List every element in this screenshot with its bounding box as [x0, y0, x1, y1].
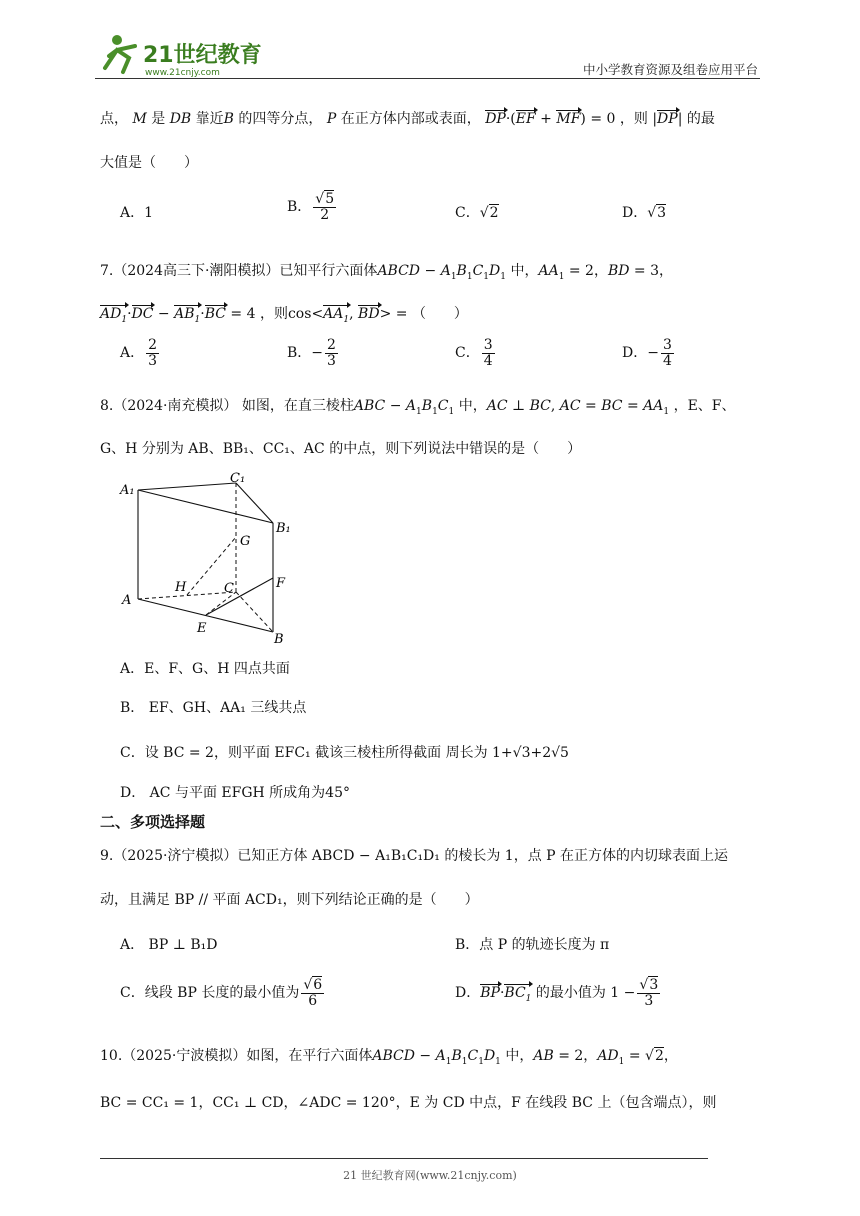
logo-url: www.21cnjy.com — [145, 68, 220, 78]
label-b1: B₁ — [276, 521, 291, 536]
footer-divider — [100, 1158, 708, 1159]
q9-line2: 动，且满足 BP // 平面 ACD₁，则下列结论正确的是（ ） — [100, 892, 479, 908]
q8-option-c: C．设 BC = 2，则平面 EFC₁ 截该三棱柱所得截面 周长为 1+√3+2√5 — [120, 745, 569, 761]
q9-option-a: A． BP ⊥ B₁D — [120, 937, 218, 953]
label-a1: A₁ — [120, 483, 135, 498]
q6-option-d: D．√3 — [622, 205, 667, 221]
q7-line1: 7.（2024高三下·潮阳模拟）已知平行六面体ABCD − $A_1B_1C_1D_1$ 中，$AA_1 = 2$，BD = 3， — [100, 263, 674, 282]
q8-option-d: D． AC 与平面 EFGH 所成角为45° — [120, 785, 350, 801]
logo-text: 21世纪教育 — [143, 43, 262, 68]
q6-option-c: C．√2 — [455, 205, 499, 221]
label-g: G — [240, 534, 251, 549]
q8-option-a: A．E、F、G、H 四点共面 — [120, 661, 290, 677]
label-e: E — [197, 621, 207, 636]
label-c: C — [224, 581, 234, 596]
prism-figure — [118, 470, 298, 648]
q8-line2: G、H 分别为 AB、BB₁、CC₁、AC 的中点，则下列说法中错误的是（ ） — [100, 441, 582, 457]
q9-option-d: D．$BP\cdot BC_1$ 的最小值为 1 − $\frac{√3}{3}$ — [455, 977, 659, 1009]
label-c1: C₁ — [230, 471, 246, 486]
site-logo — [95, 28, 270, 80]
q6-option-b: B． $\frac{√5}{2}$ — [287, 191, 335, 223]
label-b: B — [274, 632, 284, 647]
section-title: 二、多项选择题 — [100, 813, 206, 831]
q8-option-b: B． EF、GH、AA₁ 三线共点 — [120, 700, 307, 716]
footer-text: 21 世纪教育网(www.21cnjy.com) — [343, 1169, 517, 1182]
label-a: A — [122, 593, 132, 608]
q7-option-d: D．− $\frac{3}{4}$ — [622, 337, 672, 369]
label-f: F — [276, 576, 286, 591]
q7-option-c: C． $\frac{3}{4}$ — [455, 337, 493, 369]
header-divider — [95, 78, 760, 79]
label-h: H — [175, 580, 187, 595]
q8-line1: 8.（2024·南充模拟） 如图，在直三棱柱ABC − $A_1B_1C_1$ 中，AC ⊥ BC, AC = BC = $AA_1$ ，E、F、 — [100, 398, 736, 417]
q6-option-a: A．1 — [120, 205, 154, 221]
q7-option-a: A． $\frac{2}{3}$ — [120, 337, 158, 369]
q6-line2: 大值是（ ） — [100, 155, 198, 171]
q10-line2: BC = CC₁ = 1，CC₁ ⊥ CD，∠ADC = 120°，E 为 CD 中点，F 在线段 BC 上（包含端点），则 — [100, 1095, 717, 1111]
q9-option-c: C．线段 BP 长度的最小值为 $\frac{√6}{6}$ — [120, 977, 323, 1009]
q9-option-b: B．点 P 的轨迹长度为 π — [455, 937, 610, 953]
q6-line1: 点， M 是 DB 靠近B 的四等分点， P 在正方体内部或表面， DP·(EF + MF) = 0 ，则 |DP| 的最 — [100, 111, 715, 127]
platform-label: 中小学教育资源及组卷应用平台 — [582, 62, 758, 77]
q7-line2: $AD_1\cdot DC - AB_1\cdot BC = 4$ ，则$\cos<AA_1$, BD> = （ ） — [100, 306, 468, 325]
q7-option-b: B．− $\frac{2}{3}$ — [287, 337, 336, 369]
q9-line1: 9.（2025·济宁模拟）已知正方体 ABCD − A₁B₁C₁D₁ 的棱长为 1，点 P 在正方体的内切球表面上运 — [100, 848, 729, 864]
q10-line1: 10.（2025·宁波模拟）如图，在平行六面体ABCD − $A_1B_1C_1D_1$ 中，AB = 2，$AD_1 = √2$， — [100, 1048, 678, 1067]
